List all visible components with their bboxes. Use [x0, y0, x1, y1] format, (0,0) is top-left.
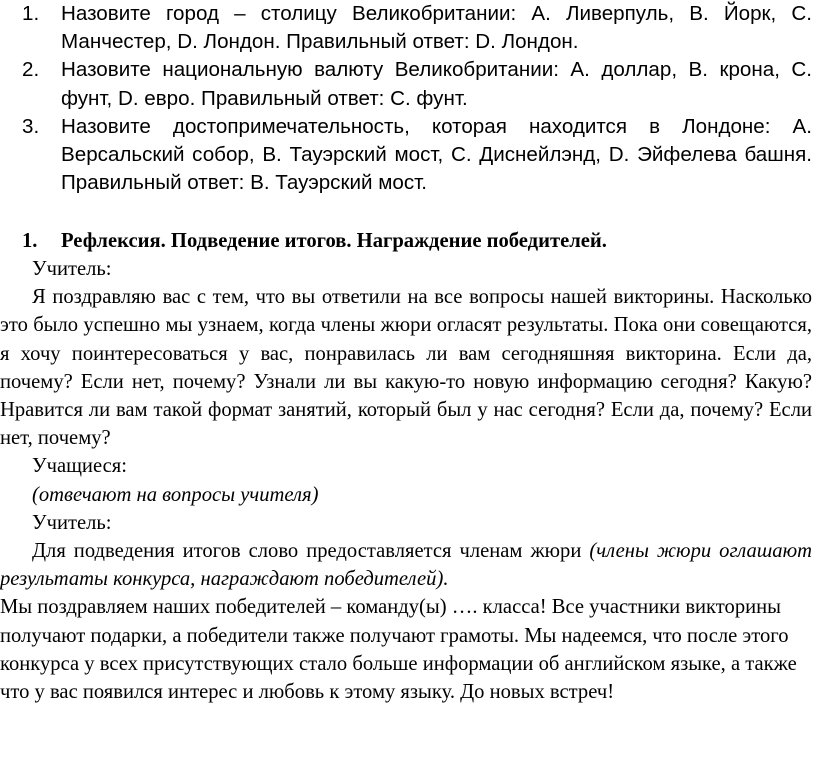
- question-text: Назовите город – столицу Великобритании:: [61, 2, 517, 25]
- quiz-question-item: [0, 113, 812, 198]
- students-label: Учащиеся:: [32, 455, 127, 478]
- question-text: Назовите достопримечательность, которая находится в Лондоне:: [61, 114, 771, 138]
- question-text: Назовите национальную валюту Великобритании:: [61, 58, 559, 82]
- question-options-answer: A. Версальский собор, B. Тауэрский мост, C. Диснейлэнд, D. Эйфелева башня. Правильный ответ: B. Тауэрский мост.: [61, 114, 813, 195]
- list-number: 2.: [22, 58, 40, 82]
- quiz-question-list: [0, 0, 812, 197]
- question-options-answer: A. доллар, B. крона, C. фунт, D. евро. Правильный ответ: C. фунт.: [61, 58, 812, 110]
- section-body: [0, 255, 812, 706]
- teacher-speech: Я поздравляю вас с тем, что вы ответили на все вопросы нашей викторины. Насколько это было успешно мы узнаем, когда члены жюри огласят результаты. Пока они совещаются, я хочу поинтересоваться у вас, понравилась ли вам сегодняшняя викторина. Если да, почему? Если нет, почему? Узнали ли вы какую-то новую информацию сегодня? Какую? Нравится ли вам такой формат занятий, который был у нас сегодня? Если да, почему? Если нет, почему?: [0, 286, 812, 450]
- quiz-question-item: [0, 56, 812, 112]
- list-number: 1.: [22, 2, 40, 25]
- closing-paragraph: Мы поздравляем наших победителей – команду(ы) …. класса! Все участники викторины получают подарки, а победители также получают грамоты. Мы надеемся, что после этого конкурса у всех присутствующих стало больше информации об английском языке, а также что у вас появился интерес и любовь к этому языку. До новых встреч!: [0, 596, 797, 704]
- quiz-question-item: [0, 0, 812, 56]
- section-title: Рефлексия. Подведение итогов. Награждение победителей.: [61, 230, 607, 252]
- teacher-label: Учитель:: [32, 258, 112, 280]
- jury-action: (члены жюри оглашают результаты конкурса, награждают победителей).: [0, 540, 813, 591]
- section-heading: [22, 227, 607, 255]
- jury-intro: Для подведения итогов слово предоставляется членам жюри: [32, 540, 582, 563]
- jury-paragraph: [0, 537, 812, 593]
- section-number: 1.: [22, 230, 38, 252]
- question-options-answer: A. Ливерпуль, B. Йорк, C. Манчестер, D. Лондон. Правильный ответ: D. Лондон.: [61, 2, 812, 54]
- list-number: 3.: [22, 114, 40, 138]
- teacher-label: Учитель:: [32, 511, 112, 534]
- students-action: (отвечают на вопросы учителя): [32, 483, 319, 506]
